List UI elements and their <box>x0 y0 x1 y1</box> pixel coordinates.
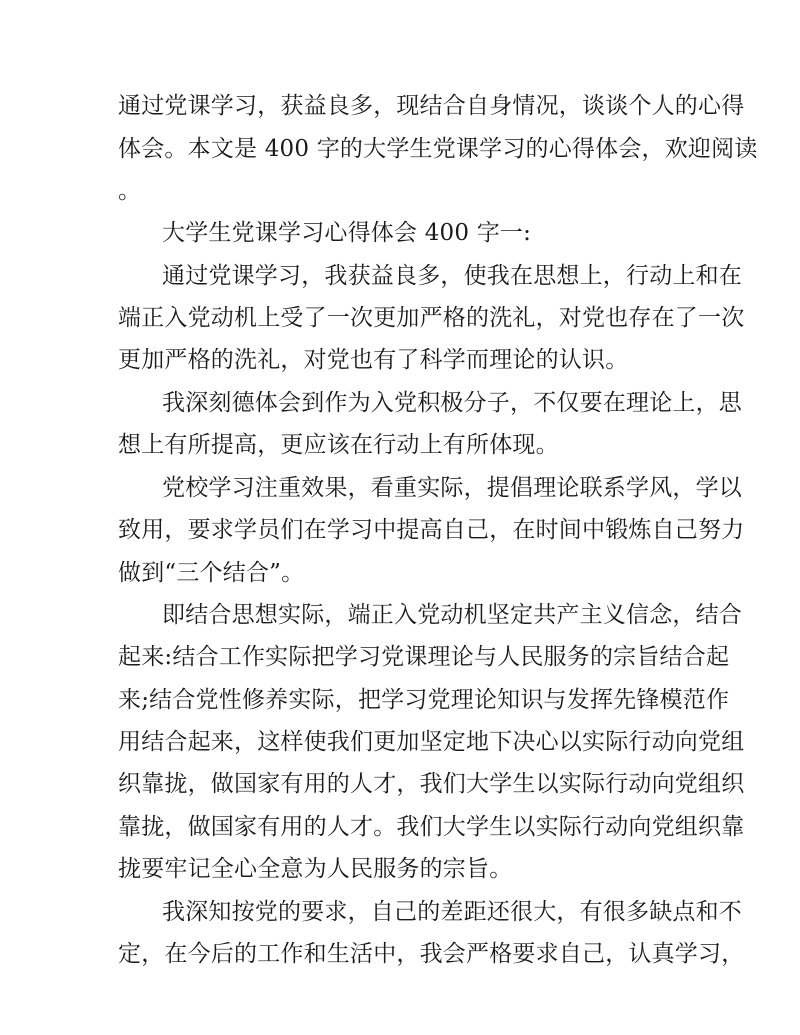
body-text-line: 靠拢，做国家有用的人才。我们大学生以实际行动向党组织靠 <box>118 814 745 840</box>
body-text-line: 端正入党动机上受了一次更加严格的洗礼，对党也存在了一次 <box>118 305 745 331</box>
body-text-line: 我深知按党的要求，自己的差距还很大，有很多缺点和不 <box>162 899 742 925</box>
body-text-line: 。 <box>118 178 142 204</box>
body-text-line: 来;结合党性修养实际，把学习党理论知识与发挥先锋模范作 <box>118 687 730 713</box>
section-heading: 大学生党课学习心得体会 400 字一: <box>162 220 532 246</box>
body-text-line: 即结合思想实际，端正入党动机坚定共产主义信念，结合 <box>162 602 742 628</box>
body-text-line: 更加严格的洗礼，对党也有了科学而理论的认识。 <box>118 347 629 373</box>
body-text-line: 通过党课学习，获益良多，现结合自身情况，谈谈个人的心得 <box>118 93 745 119</box>
body-text-line: 体会。本文是 400 字的大学生党课学习的心得体会，欢迎阅读 <box>118 136 758 162</box>
body-text-line: 织靠拢，做国家有用的人才，我们大学生以实际行动向党组织 <box>118 771 745 797</box>
body-text-line: 想上有所提高，更应该在行动上有所体现。 <box>118 432 559 458</box>
body-text-line: 用结合起来，这样使我们更加坚定地下决心以实际行动向党组 <box>118 729 745 755</box>
body-text-line: 拢要牢记全心全意为人民服务的宗旨。 <box>118 856 513 882</box>
body-text-line: 做到“三个结合”。 <box>118 560 305 586</box>
body-text-line: 致用，要求学员们在学习中提高自己，在时间中锻炼自己努力 <box>118 517 745 543</box>
body-text-line: 起来:结合工作实际把学习党课理论与人民服务的宗旨结合起 <box>118 644 730 670</box>
body-text-line: 党校学习注重效果，看重实际，提倡理论联系学风，学以 <box>162 475 742 501</box>
body-text-line: 通过党课学习，我获益良多，使我在思想上，行动上和在 <box>162 263 742 289</box>
body-text-line: 定，在今后的工作和生活中，我会严格要求自己，认真学习， <box>118 941 745 967</box>
body-text-line: 我深刻德体会到作为入党积极分子，不仅要在理论上，思 <box>162 390 742 416</box>
